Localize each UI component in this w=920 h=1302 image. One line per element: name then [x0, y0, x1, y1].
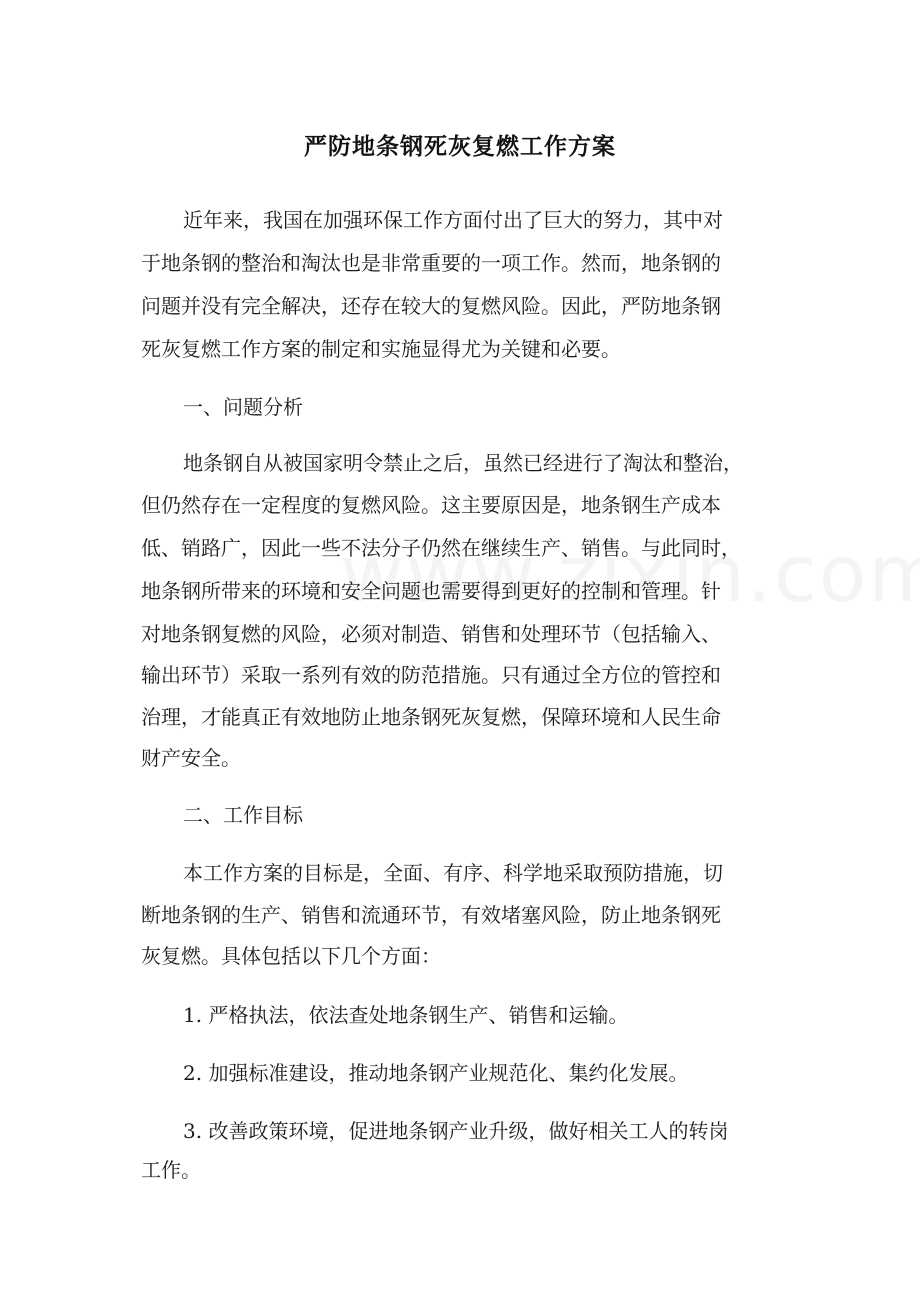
paragraph-line: 死灰复燃工作方案的制定和实施显得尤为关键和必要。: [141, 337, 621, 361]
list-item-continuation: 工作。: [141, 1158, 201, 1182]
paragraph-line: 断地条钢的生产、销售和流通环节，有效堵塞风险，防止地条钢死: [141, 903, 721, 927]
paragraph-line: 输出环节）采取一系列有效的防范措施。只有通过全方位的管控和: [141, 663, 721, 687]
paragraph-line: 财产安全。: [141, 746, 241, 770]
paragraph-line: 近年来，我国在加强环保工作方面付出了巨大的努力，其中对: [183, 208, 723, 232]
paragraph-line: 对地条钢复燃的风险，必须对制造、销售和处理环节（包括输入、: [141, 622, 721, 646]
paragraph-line: 但仍然存在一定程度的复燃风险。这主要原因是，地条钢生产成本: [141, 493, 721, 517]
paragraph-line: 低、销路广，因此一些不法分子仍然在继续生产、销售。与此同时，: [141, 536, 741, 560]
list-item: 3. 改善政策环境，促进地条钢产业升级，做好相关工人的转岗: [183, 1119, 729, 1143]
list-item: 2. 加强标准建设，推动地条钢产业规范化、集约化发展。: [183, 1061, 689, 1085]
paragraph-line: 治理，才能真正有效地防止地条钢死灰复燃，保障环境和人民生命: [141, 705, 721, 729]
paragraph-line: 灰复燃。具体包括以下几个方面：: [141, 944, 441, 968]
paragraph-line: 本工作方案的目标是，全面、有序、科学地采取预防措施，切: [183, 861, 723, 885]
section-heading: 一、问题分析: [183, 395, 303, 419]
list-item: 1. 严格执法，依法查处地条钢生产、销售和运输。: [183, 1003, 629, 1027]
document-title: 严防地条钢死灰复燃工作方案: [304, 134, 616, 160]
paragraph-line: 于地条钢的整治和淘汰也是非常重要的一项工作。然而，地条钢的: [141, 251, 721, 275]
paragraph-line: 地条钢所带来的环境和安全问题也需要得到更好的控制和管理。针: [141, 579, 721, 603]
paragraph-line: 地条钢自从被国家明令禁止之后，虽然已经进行了淘汰和整治，: [183, 451, 743, 475]
section-heading: 二、工作目标: [183, 803, 303, 827]
paragraph-line: 问题并没有完全解决，还存在较大的复燃风险。因此，严防地条钢: [141, 294, 721, 318]
